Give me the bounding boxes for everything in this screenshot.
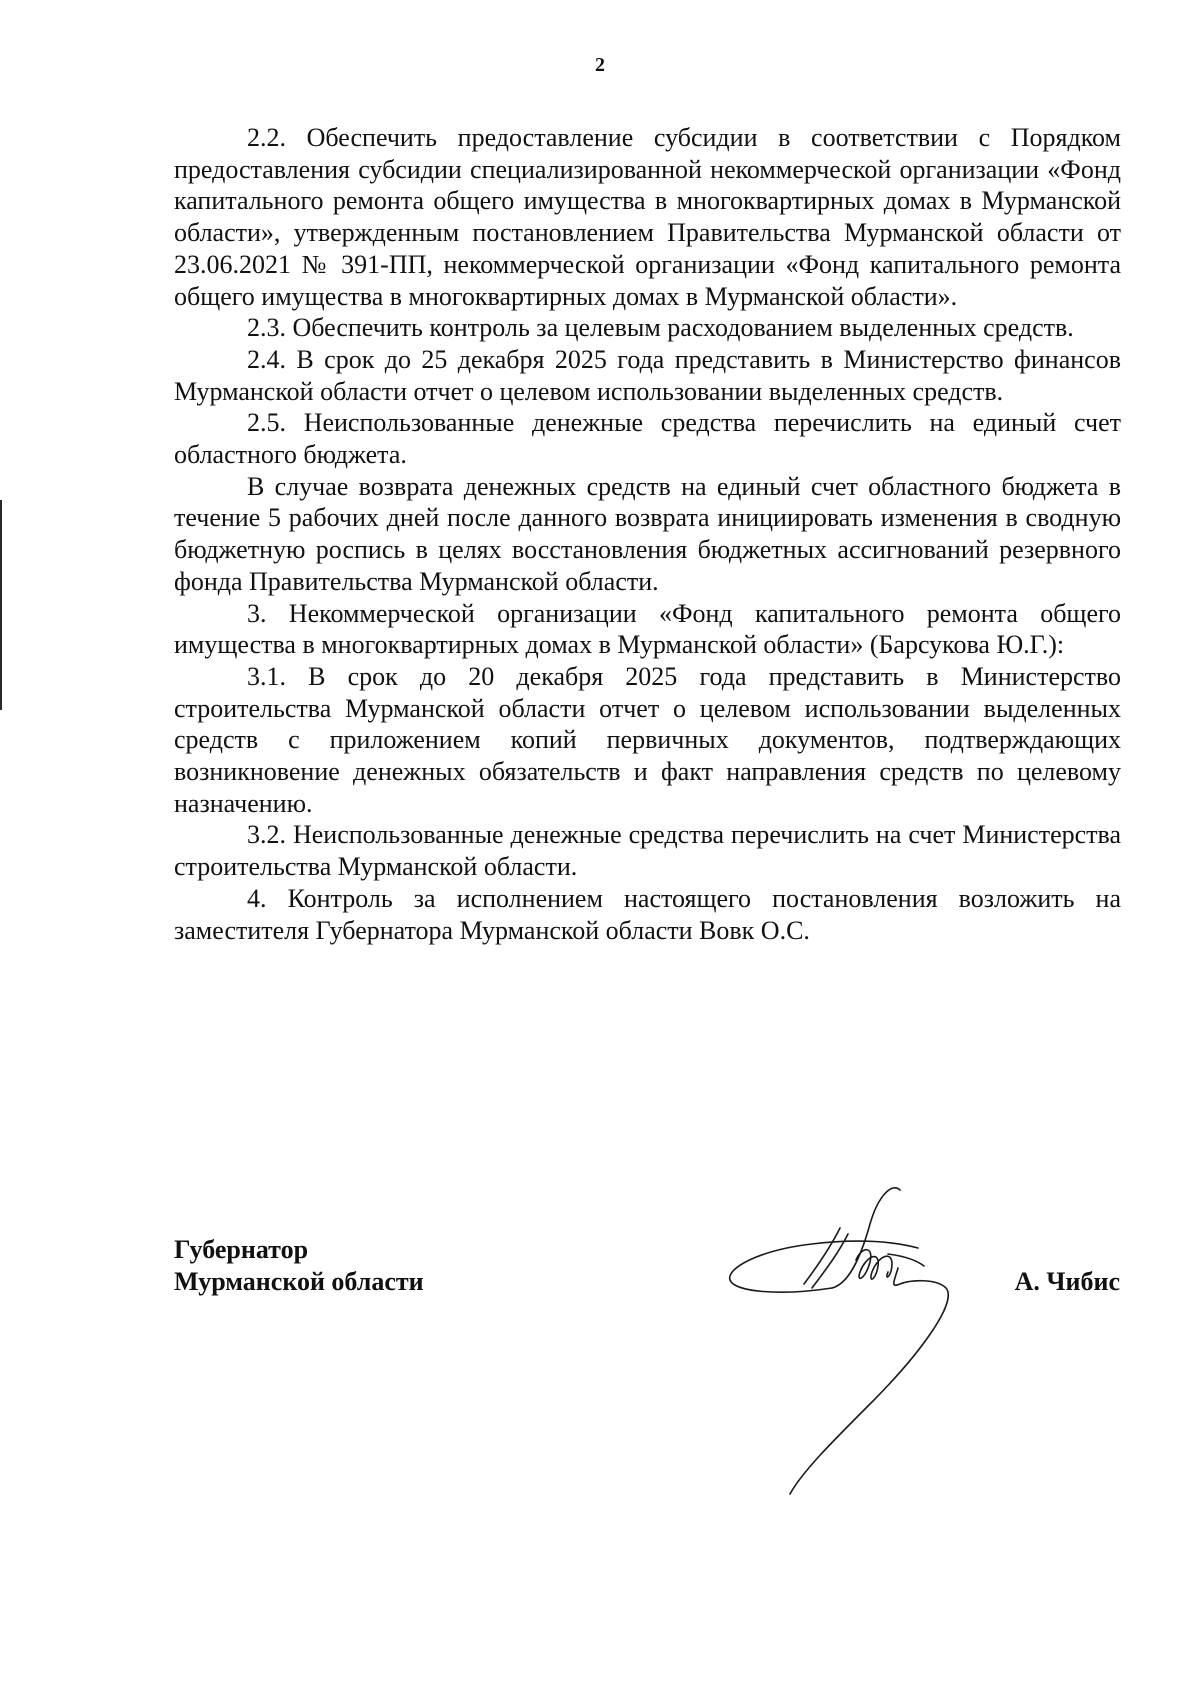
paragraph-return-funds: В случае возврата денежных средств на единый счет областного бюджета в течение 5 рабочих дней после данного возврата инициировать изменения в сводную бюджетную роспись в целях восстановления бюджетных ассигнований резервного фонда Правительства Мурманской области. xyxy=(174,471,1121,596)
paragraph-2-4: 2.4. В срок до 25 декабря 2025 года представить в Министерство финансов Мурманской области отчет о целевом использовании выделенных средств. xyxy=(174,344,1121,406)
document-body xyxy=(174,122,1121,946)
signatory-name: А. Чибис xyxy=(1014,1267,1120,1296)
signatory-position-line2: Мурманской области xyxy=(174,1266,424,1296)
paragraph-4: 4. Контроль за исполнением настоящего постановления возложить на заместителя Губернатора Мурманской области Вовк О.С. xyxy=(174,883,1121,945)
paragraph-2-2: 2.2. Обеспечить предоставление субсидии в соответствии с Порядком предоставления субсидии специализированной некоммерческой организации «Фонд капитального ремонта общего имущества в многоквартирных домах в Мурманской области», утвержденным постановлением Правительства Мурманской области от 23.06.2021 № 391-ПП, некоммерческой организации «Фонд капитального ремонта общего имущества в многоквартирных домах в Мурманской области». xyxy=(174,123,1121,311)
paragraph-3-1: 3.1. В срок до 20 декабря 2025 года представить в Министерство строительства Мурманской области отчет о целевом использовании выделенных средств с приложением копий первичных документов, подтверждающих возникновение денежных обязательств и факт направления средств по целевому назначению. xyxy=(174,661,1121,818)
paragraph-3-2: 3.2. Неиспользованные денежные средства перечислить на счет Министерства строительства Мурманской области. xyxy=(174,820,1121,882)
signatory-position xyxy=(174,1234,424,1297)
paragraph-3: 3. Некоммерческой организации «Фонд капитального ремонта общего имущества в многоквартирных домах в Мурманской области» (Барсукова Ю.Г.): xyxy=(174,598,1121,660)
handwritten-signature xyxy=(720,1184,960,1504)
paragraph-2-3: 2.3. Обеспечить контроль за целевым расходованием выделенных средств. xyxy=(247,313,1074,343)
signature-block xyxy=(0,1234,1200,1554)
scan-edge-line xyxy=(0,500,2,710)
paragraph-2-5: 2.5. Неиспользованные денежные средства перечислить на единый счет областного бюджета. xyxy=(174,408,1121,470)
page-number: 2 xyxy=(595,54,605,76)
signatory-position-line1: Губернатор xyxy=(174,1235,309,1264)
